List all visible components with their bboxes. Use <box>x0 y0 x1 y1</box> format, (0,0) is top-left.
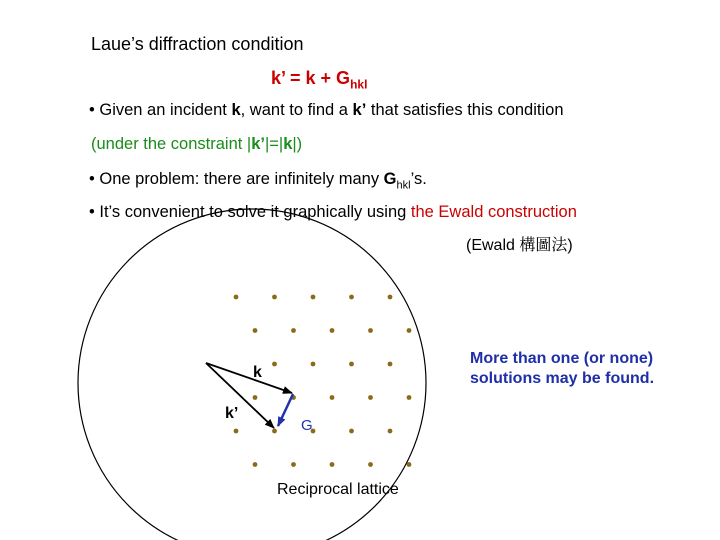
bullet-text: ’s. <box>410 170 427 188</box>
bullet-text: that satisfies this condition <box>366 101 564 119</box>
lattice-dot <box>368 462 373 467</box>
lattice-dot <box>272 295 277 300</box>
lattice-dot <box>368 328 373 333</box>
constraint-text: |=| <box>264 135 284 153</box>
lattice-dot <box>291 328 296 333</box>
lattice-dot <box>349 362 354 367</box>
bullet-subscript: hkl <box>396 179 411 192</box>
lattice-dot <box>388 429 393 434</box>
bullet-marker: • <box>89 170 95 188</box>
g-label: G <box>301 417 313 434</box>
k-prime-label: k’ <box>225 405 239 422</box>
constraint-bold-k: k <box>283 135 293 153</box>
k-prime-vector-arrow <box>206 363 274 428</box>
ewald-construction-highlight: the Ewald construction <box>410 203 577 221</box>
solutions-note: More than one (or none) solutions may be found. <box>470 350 655 387</box>
lattice-dot <box>311 362 316 367</box>
lattice-dot <box>330 328 335 333</box>
constraint-bold-k-prime: k’ <box>251 135 265 153</box>
lattice-dot <box>388 362 393 367</box>
lattice-dot <box>234 429 239 434</box>
bullet-bold-k-prime: k’ <box>352 101 367 119</box>
lattice-dot <box>253 395 258 400</box>
lattice-dot <box>253 462 258 467</box>
equation-subscript: hkl <box>350 77 368 92</box>
lattice-dot <box>330 395 335 400</box>
constraint-text: (under the constraint | <box>91 135 252 153</box>
bullet-bold-g: G <box>383 170 397 188</box>
lattice-dot <box>407 328 412 333</box>
bullet-marker: • <box>89 203 95 221</box>
slide-title: Laue’s diffraction condition <box>91 34 304 54</box>
lattice-dot <box>253 328 258 333</box>
k-vector-arrow <box>206 363 292 393</box>
bullet-text: Given an incident <box>94 101 232 119</box>
reciprocal-lattice-label: Reciprocal lattice <box>277 481 399 498</box>
lattice-dot <box>272 362 277 367</box>
equation-main: k’ = k + G <box>271 68 351 88</box>
bullet-bold-k: k <box>231 101 241 119</box>
lattice-dot <box>368 395 373 400</box>
lattice-dot <box>349 429 354 434</box>
lattice-dot <box>349 295 354 300</box>
lattice-dot <box>388 295 393 300</box>
ewald-chinese-label: (Ewald 構圖法) <box>466 237 573 254</box>
g-vector-arrow <box>278 394 293 426</box>
bullet-text: It’s convenient to solve it graphically using <box>94 203 411 221</box>
constraint-text: |) <box>292 135 303 153</box>
lattice-dot <box>407 395 412 400</box>
bullet-marker: • <box>89 101 95 119</box>
lattice-dot <box>407 462 412 467</box>
k-label: k <box>253 364 262 381</box>
lattice-dot <box>311 295 316 300</box>
bullet-text: , want to find a <box>240 101 353 119</box>
lattice-dot <box>234 295 239 300</box>
bullet-text: One problem: there are infinitely many <box>94 170 384 188</box>
lattice-dot <box>330 462 335 467</box>
lattice-dot <box>291 462 296 467</box>
lattice-dot <box>272 429 277 434</box>
